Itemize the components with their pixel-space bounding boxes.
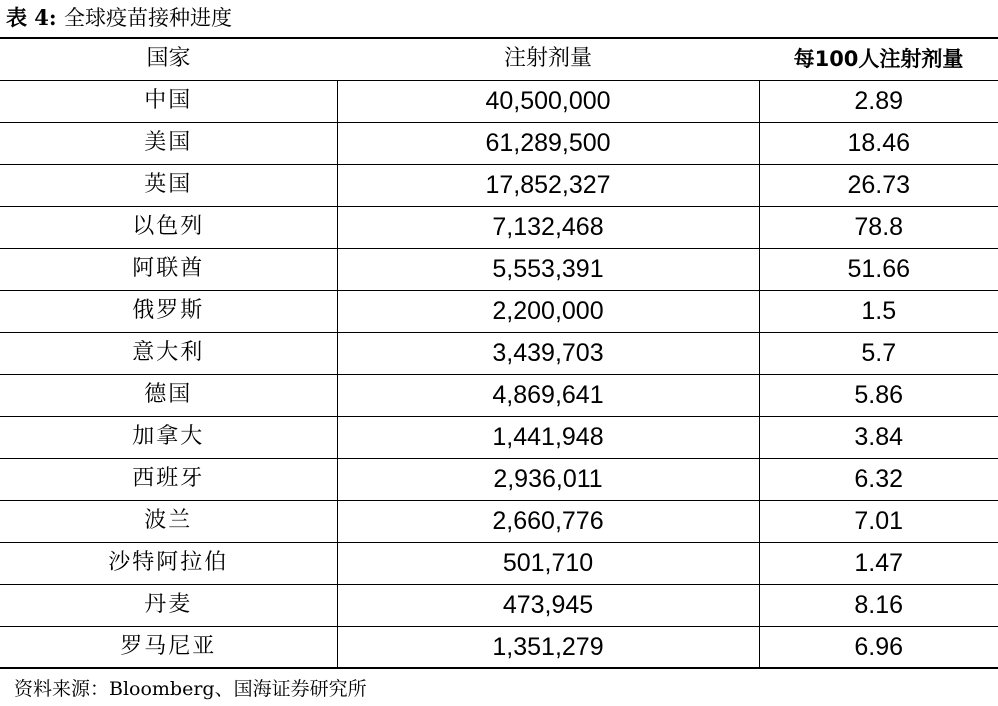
per100-cell: 18.46 xyxy=(847,129,911,157)
country-cell: 德国 xyxy=(0,374,337,416)
country-cell: 意大利 xyxy=(0,332,337,374)
country-cell: 中国 xyxy=(0,80,337,122)
country-cell: 西班牙 xyxy=(0,458,337,500)
country-cell: 波兰 xyxy=(0,500,337,542)
table-number: 表 4: xyxy=(6,5,57,30)
per100-cell: 26.73 xyxy=(847,171,911,199)
table-row xyxy=(0,584,998,626)
table-title-text: 全球疫苗接种进度 xyxy=(64,6,232,30)
doses-cell: 1,351,279 xyxy=(337,626,759,668)
per100-cell: 78.8 xyxy=(854,213,904,241)
per100-cell: 5.7 xyxy=(861,339,897,367)
country-cell: 加拿大 xyxy=(0,416,337,458)
doses-cell: 2,660,776 xyxy=(337,500,759,542)
doses-cell: 1,441,948 xyxy=(337,416,759,458)
per100-cell: 1.5 xyxy=(861,297,897,325)
country-cell: 英国 xyxy=(0,164,337,206)
table-row xyxy=(0,626,998,668)
country-cell: 俄罗斯 xyxy=(0,290,337,332)
country-cell: 丹麦 xyxy=(0,584,337,626)
doses-cell: 5,553,391 xyxy=(337,248,759,290)
source-note: 资料来源：Bloomberg、国海证券研究所 xyxy=(14,678,367,700)
country-cell: 罗马尼亚 xyxy=(0,626,337,668)
country-cell: 美国 xyxy=(0,122,337,164)
doses-cell: 17,852,327 xyxy=(337,164,759,206)
per100-cell: 6.96 xyxy=(854,632,904,661)
column-header-per100: 每100人注射剂量 xyxy=(793,47,964,72)
per100-cell: 51.66 xyxy=(847,255,911,283)
table-title xyxy=(6,3,232,33)
table-row xyxy=(0,80,998,122)
per100-cell: 2.89 xyxy=(854,87,904,115)
per100-cell: 1.47 xyxy=(854,549,904,577)
table-row xyxy=(0,248,998,290)
per100-cell: 3.84 xyxy=(854,423,904,451)
table-row xyxy=(0,500,998,542)
doses-cell: 473,945 xyxy=(337,584,759,626)
per100-cell: 7.01 xyxy=(854,507,904,535)
doses-cell: 40,500,000 xyxy=(337,80,759,122)
per100-cell: 8.16 xyxy=(854,591,904,619)
table-row xyxy=(0,290,998,332)
doses-cell: 2,200,000 xyxy=(337,290,759,332)
doses-cell: 61,289,500 xyxy=(337,122,759,164)
per100-cell: 6.32 xyxy=(854,465,904,493)
doses-cell: 501,710 xyxy=(337,542,759,584)
country-cell: 阿联酋 xyxy=(0,248,337,290)
table-row xyxy=(0,332,998,374)
table-row xyxy=(0,416,998,458)
table-header-row xyxy=(0,38,998,80)
doses-cell: 7,132,468 xyxy=(337,206,759,248)
doses-cell: 2,936,011 xyxy=(337,458,759,500)
table-row xyxy=(0,122,998,164)
table-row xyxy=(0,374,998,416)
column-header-doses: 注射剂量 xyxy=(503,46,592,72)
table-row xyxy=(0,458,998,500)
per100-cell: 5.86 xyxy=(854,381,904,409)
doses-cell: 4,869,641 xyxy=(337,374,759,416)
table-row xyxy=(0,206,998,248)
country-cell: 沙特阿拉伯 xyxy=(0,542,337,584)
column-header-country: 国家 xyxy=(146,46,191,72)
table-row xyxy=(0,164,998,206)
vaccination-progress-table xyxy=(0,37,998,669)
doses-cell: 3,439,703 xyxy=(337,332,759,374)
table-row xyxy=(0,542,998,584)
country-cell: 以色列 xyxy=(0,206,337,248)
